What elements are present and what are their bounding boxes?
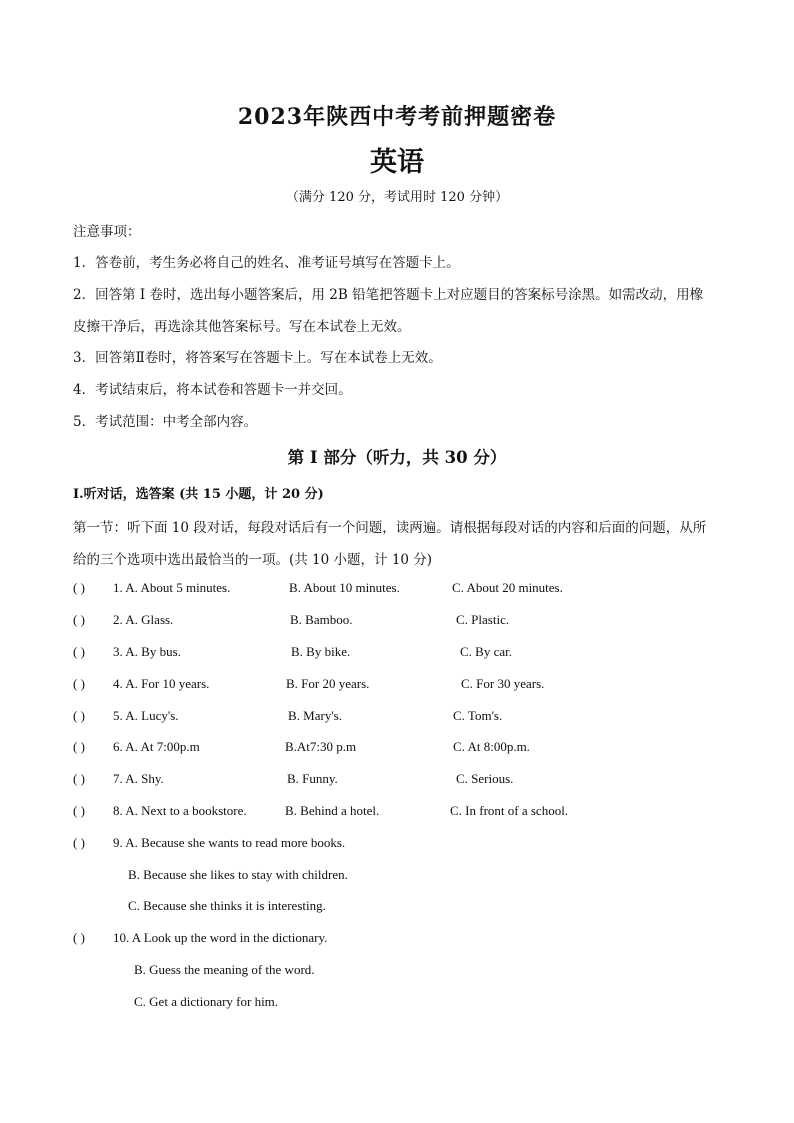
instruction-line: 给的三个选项中选出最恰当的一项。(共 10 小题，计 10 分)	[73, 552, 433, 568]
answer-blank[interactable]: ( )	[73, 644, 85, 659]
option-b: B. By bike.	[291, 644, 351, 659]
option-a: 9. A. Because she wants to read more books.	[113, 835, 346, 850]
option-a: 5. A. Lucy's.	[113, 708, 179, 723]
note-item: 皮擦干净后，再选涂其他答案标号。写在本试卷上无效。	[73, 319, 411, 335]
section-title: 第 I 部分（听力，共 30 分）	[287, 448, 507, 467]
option-c: C. At 8:00p.m.	[453, 739, 530, 754]
option-b: B. Bamboo.	[290, 612, 353, 627]
option-b: B. For 20 years.	[286, 676, 370, 691]
answer-blank[interactable]: ( )	[73, 580, 85, 595]
option-b: B. Because she likes to stay with children.	[128, 867, 348, 882]
note-item: 2．回答第 I 卷时，选出每小题答案后，用 2B 铅笔把答题卡上对应题目的答案标号涂黑。如需改动，用橡	[73, 287, 704, 303]
option-a: 10. A Look up the word in the dictionary.	[113, 930, 328, 945]
notes-heading: 注意事项：	[73, 224, 141, 240]
option-c: C. By car.	[460, 644, 512, 659]
option-c: C. For 30 years.	[461, 676, 545, 691]
option-c: C. Because she thinks it is interesting.	[128, 898, 326, 913]
option-a: 3. A. By bus.	[113, 644, 181, 659]
option-b: B. Funny.	[287, 771, 338, 786]
option-b: B. About 10 minutes.	[289, 580, 400, 595]
option-b: B. Guess the meaning of the word.	[134, 962, 315, 977]
option-a: 8. A. Next to a bookstore.	[113, 803, 247, 818]
option-a: 7. A. Shy.	[113, 771, 164, 786]
option-a: 2. A. Glass.	[113, 612, 174, 627]
option-c: C. Tom's.	[453, 708, 503, 723]
note-item: 3．回答第Ⅱ卷时，将答案写在答题卡上。写在本试卷上无效。	[73, 350, 442, 366]
instruction-line: 第一节：听下面 10 段对话，每段对话后有一个问题，读两遍。请根据每段对话的内容和后面的问题，从所	[73, 520, 707, 536]
score-time-note: （满分 120 分，考试用时 120 分钟）	[285, 190, 509, 205]
option-b: B.At7:30 p.m	[285, 739, 357, 754]
answer-blank[interactable]: ( )	[73, 708, 85, 723]
note-item: 5．考试范围：中考全部内容。	[73, 414, 258, 430]
note-item: 4．考试结束后，将本试卷和答题卡一并交回。	[73, 382, 352, 398]
answer-blank[interactable]: ( )	[73, 676, 85, 691]
exam-title: 2023年陕西中考考前押题密卷	[237, 104, 557, 130]
answer-blank[interactable]: ( )	[73, 771, 85, 786]
answer-blank[interactable]: ( )	[73, 739, 85, 754]
note-item: 1．答卷前，考生务必将自己的姓名、准考证号填写在答题卡上。	[73, 255, 460, 271]
option-c: C. Get a dictionary for him.	[134, 994, 279, 1009]
subject-title: 英语	[370, 147, 424, 178]
option-c: C. Plastic.	[456, 612, 510, 627]
answer-blank[interactable]: ( )	[73, 930, 85, 945]
option-c: C. In front of a school.	[450, 803, 569, 818]
option-b: B. Mary's.	[288, 708, 342, 723]
option-a: 4. A. For 10 years.	[113, 676, 210, 691]
option-c: C. Serious.	[456, 771, 514, 786]
option-a: 1. A. About 5 minutes.	[113, 580, 231, 595]
answer-blank[interactable]: ( )	[73, 612, 85, 627]
answer-blank[interactable]: ( )	[73, 803, 85, 818]
option-c: C. About 20 minutes.	[452, 580, 563, 595]
option-a: 6. A. At 7:00p.m	[113, 739, 200, 754]
option-b: B. Behind a hotel.	[285, 803, 380, 818]
part-title: Ⅰ.听对话，选答案 (共 15 小题，计 20 分)	[73, 487, 324, 502]
answer-blank[interactable]: ( )	[73, 835, 85, 850]
